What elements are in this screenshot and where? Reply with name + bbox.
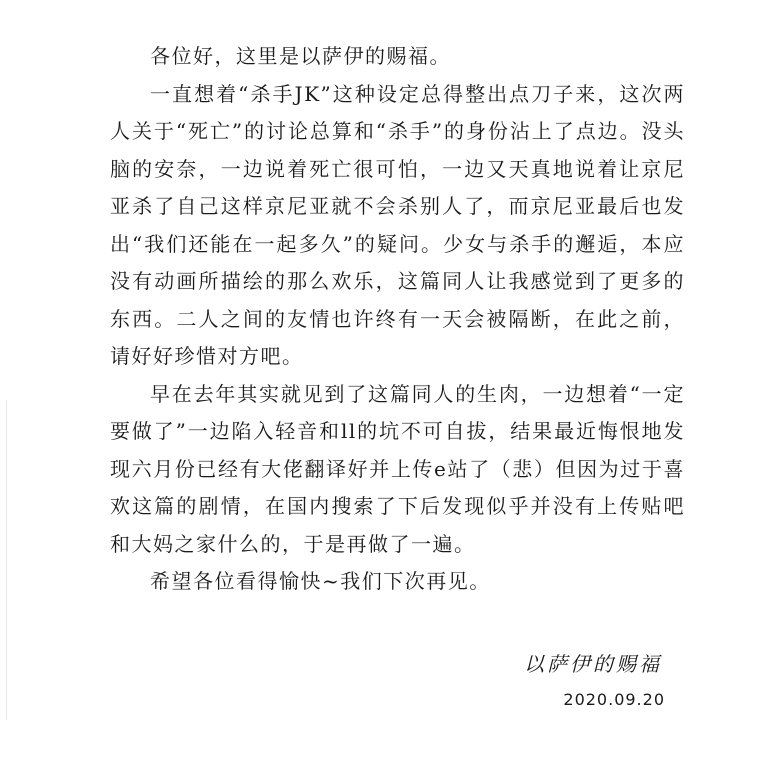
letter-body — [110, 38, 685, 601]
date: 2020.09.20 — [563, 690, 665, 709]
background-paragraph: 早在去年其实就见到了这篇同人的生肉，一边想着“一定要做了”一边陷入轻音和ll的坑不可自拔，结果最近悔恨地发现六月份已经有大佬翻译好并上传e站了（悲）但因为过于喜欢这篇的剧情，在国内搜索了下后发现似乎并没有上传贴吧和大妈之家什么的，于是再做了一遍。 — [110, 381, 685, 556]
closing-paragraph: 希望各位看得愉快~我们下次再见。 — [150, 569, 491, 593]
greeting-paragraph: 各位好，这里是以萨伊的赐福。 — [150, 44, 451, 68]
scan-edge-divider — [6, 400, 7, 720]
signature: 以萨伊的赐福 — [524, 652, 662, 676]
story-paragraph: 一直想着“杀手JK”这种设定总得整出点刀子来，这次两人关于“死亡”的讨论总算和“杀手”的身份沾上了点边。没头脑的安奈，一边说着死亡很可怕，一边又天真地说着让京尼亚杀了自己这样京尼亚就不会杀别人了，而京尼亚最后也发出“我们还能在一起多久”的疑问。少女与杀手的邂逅，本应没有动画所描绘的那么欢乐，这篇同人让我感觉到了更多的东西。二人之间的友情也许终有一天会被隔断，在此之前，请好好珍惜对方吧。 — [110, 81, 685, 368]
